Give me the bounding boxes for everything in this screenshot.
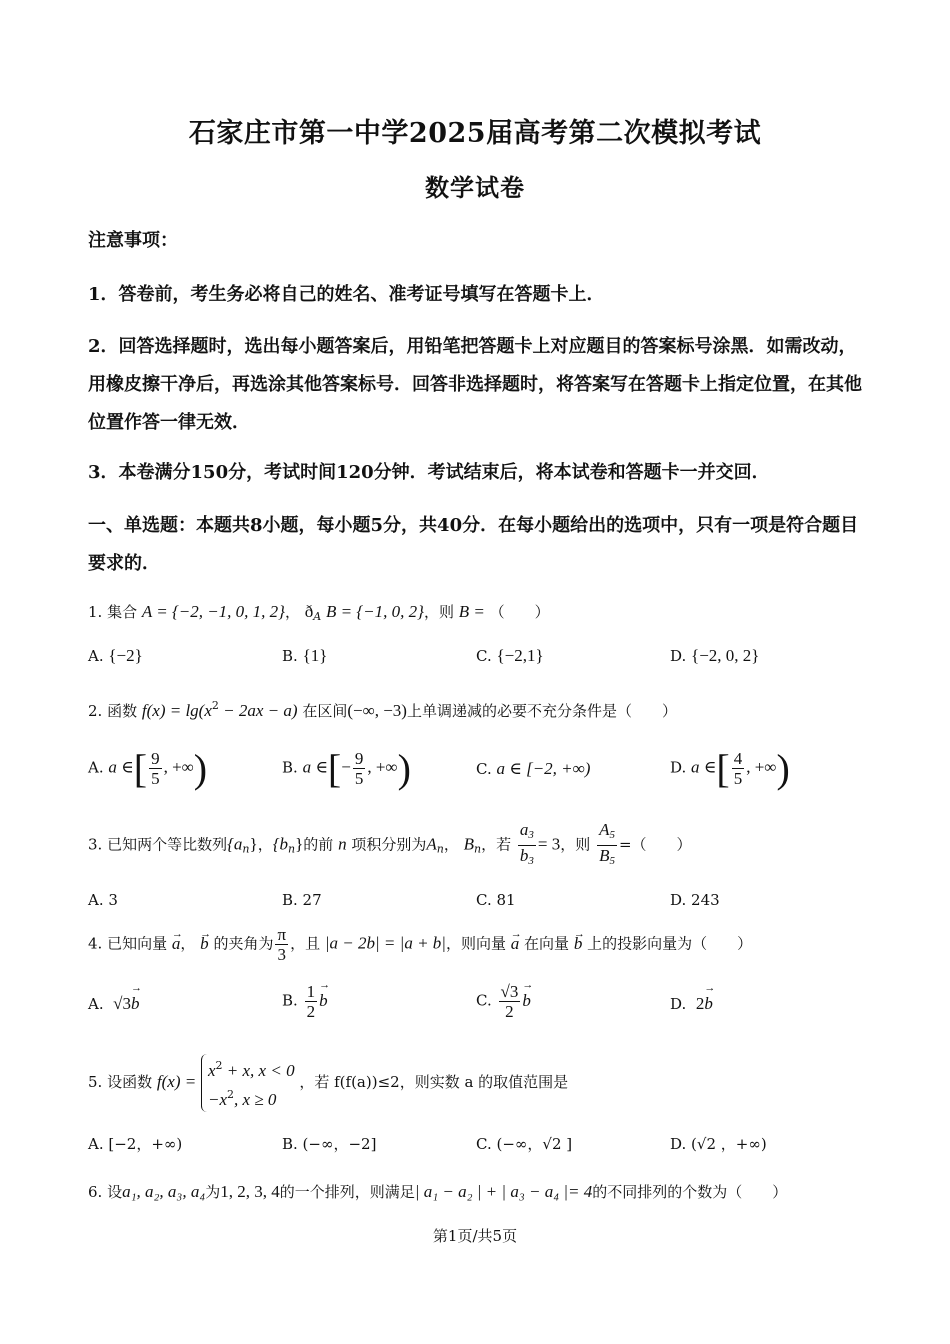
q6-mid: 为 <box>205 1183 221 1201</box>
q1-option-c <box>476 646 544 666</box>
q3-seq-a-sub: n <box>242 842 250 856</box>
q4-option-b <box>282 982 328 1021</box>
q2-option-c <box>476 759 590 779</box>
q3-option-b: B. 27 <box>282 891 322 909</box>
q3-seq-b: {b <box>272 834 289 854</box>
q2-option-d-open: [ <box>716 746 730 791</box>
q3-ratio-5-num <box>597 820 617 846</box>
q4-lead: 已知向量 <box>107 934 168 953</box>
q3-option-a: A. 3 <box>88 891 118 909</box>
q3-ratio-5-num-letter: A <box>599 820 610 839</box>
q4-option-d <box>670 994 713 1014</box>
q2-option-a-label: A. <box>88 758 104 777</box>
q5-case-1-rest: + x, x < 0 <box>222 1061 295 1080</box>
exam-title: 石家庄市第一中学2025届高考第二次模拟考试 <box>188 118 762 149</box>
q1-paren: （ ） <box>489 603 550 621</box>
q4-mid2: ，且 <box>290 934 321 953</box>
q3-if: ，若 <box>481 835 512 854</box>
q2-number: 2. <box>88 702 103 720</box>
q5-case-2-sup: 2 <box>227 1088 235 1101</box>
q3-seq-a: {a <box>227 834 243 854</box>
question-5 <box>88 1054 568 1112</box>
q2-option-b-close: ) <box>397 746 411 791</box>
q3-n: n <box>338 834 347 854</box>
q5-condition: ，若 f(f(a))≤2，则实数 a 的取值范围是 <box>299 1073 569 1091</box>
section1-heading: 一、单选题：本题共8小题，每小题5分，共40分．在每小题给出的选项中，只有一项是符合题目要求的． <box>88 515 859 574</box>
q3-mid2: 项积分别为 <box>351 835 427 854</box>
q4-tail: ，则向量 <box>445 934 506 953</box>
q3-Bn: B <box>463 834 475 854</box>
q1-ask: B = <box>458 602 485 621</box>
q4-option-c-vector: → b <box>522 991 531 1010</box>
q6-tail: 的不同排列的个数为（ ） <box>592 1183 788 1201</box>
notes-heading: 注意事项： <box>88 230 178 251</box>
q3-seq-a-close: } <box>249 834 258 854</box>
q2-option-c-value: a ∈ [−2, +∞) <box>496 759 591 778</box>
q3-ratio-3-num-letter: a <box>519 820 529 839</box>
q5-func: f(x) = <box>156 1072 197 1091</box>
q5-case-1-var: x <box>207 1061 216 1080</box>
q5-option-d: D. (√2 ，+∞) <box>670 1135 767 1153</box>
exam-subtitle: 数学试卷 <box>425 173 525 202</box>
q3-option-c: C. 81 <box>476 891 516 909</box>
question-2 <box>88 694 677 723</box>
q4-option-d-label: D. <box>670 995 687 1013</box>
q4-option-c-den: 2 <box>505 1002 514 1021</box>
q4-tail-vector-b: → b <box>574 934 583 953</box>
q5-piecewise <box>201 1054 295 1112</box>
q3-option-d: D. 243 <box>670 891 720 909</box>
q4-option-c-fraction <box>499 982 521 1021</box>
q1-option-d-label: D. <box>670 647 687 665</box>
q2-option-d <box>670 745 790 792</box>
q2-func: f(x) = lg(x <box>141 701 212 720</box>
q4-option-a-label: A. <box>88 995 104 1013</box>
q5-case-1-sup: 2 <box>215 1059 223 1072</box>
q5-option-c: C. (−∞，√2 ] <box>476 1135 573 1153</box>
q4-tail3: 上的投影向量为（ ） <box>587 934 753 953</box>
note-3: 3．本卷满分150分，考试时间120分钟．考试结束后，将本试卷和答题卡一并交回． <box>88 462 770 483</box>
q4-option-b-vector: → b <box>319 991 328 1010</box>
q2-option-b-label: B. <box>282 758 298 777</box>
note-2: 2．回答选择题时，选出每小题答案后，用铅笔把答题卡上对应题目的答案标号涂黑．如需改动，用橡皮擦干净后，再选涂其他答案标号．回答非选择题时，将答案写在答题卡上指定位置，在其他位置作答一律无效． <box>88 336 862 433</box>
q4-option-b-fraction <box>305 982 318 1021</box>
q2-option-a-num: 9 <box>151 749 160 768</box>
q3-ratio-3-num <box>518 820 536 846</box>
q3-ratio-5-den-sub: 5 <box>609 855 615 867</box>
question-1 <box>88 600 550 629</box>
q4-option-a-coef: √3 <box>113 994 131 1013</box>
q4-option-c <box>476 982 531 1021</box>
q3-ratio-3 <box>518 820 536 871</box>
q3-eq: = 3 <box>537 834 561 854</box>
q1-option-d-value: {−2, 0, 2} <box>691 646 760 665</box>
q1-comma: ， <box>284 603 300 621</box>
q5-option-a: A. [−2，+∞) <box>88 1135 183 1153</box>
note-1: 1．答卷前，考生务必将自己的姓名、准考证号填写在答题卡上． <box>88 284 605 305</box>
q4-tail-vector-a: → a <box>511 934 520 953</box>
q3-number: 3. <box>88 835 103 854</box>
q4-option-b-num: 1 <box>306 982 316 1001</box>
q4-number: 4. <box>88 934 103 953</box>
q3-ratio-3-den-sub: 3 <box>528 855 534 867</box>
q3-seq-b-close: } <box>295 834 304 854</box>
q4-option-a-vector: → b <box>131 994 140 1013</box>
q2-option-b-sign: − <box>341 757 351 777</box>
q5-case-1 <box>208 1054 295 1083</box>
q2-interval: (−∞, −3) <box>347 701 407 720</box>
q2-option-a-close: ) <box>193 746 208 791</box>
q2-tail: 上单调递减的必要不充分条件是（ ） <box>406 702 677 720</box>
q2-mid: 在区间 <box>302 702 348 720</box>
q4-vector-b: → b <box>200 934 209 953</box>
q4-option-c-num: √3 <box>500 982 519 1001</box>
q2-option-a <box>88 745 207 792</box>
q2-func-rest: − 2ax − a) <box>218 701 298 720</box>
q2-lead: 函数 <box>107 702 138 720</box>
q4-option-d-vector: → b <box>704 994 713 1013</box>
q4-angle-den: 3 <box>277 945 287 964</box>
q2-option-b-fraction <box>353 749 366 788</box>
q6-condition: | a₁ − a₂ | + | a₃ − a₄ |= 4 <box>414 1182 593 1201</box>
q2-option-b-den: 5 <box>354 769 364 788</box>
q2-option-d-post: , +∞ <box>746 757 777 777</box>
q2-option-a-fraction <box>149 749 162 788</box>
q3-lead: 已知两个等比数列 <box>107 835 228 854</box>
q2-option-a-pre: a ∈ <box>108 757 134 777</box>
question-6 <box>88 1180 787 1204</box>
q1-option-a-label: A. <box>88 647 104 665</box>
q5-lead: 设函数 <box>107 1073 153 1091</box>
q3-ratio-3-den-letter: b <box>519 846 529 865</box>
q4-option-c-label: C. <box>476 991 492 1010</box>
q4-option-b-label: B. <box>282 991 298 1010</box>
q1-option-d <box>670 646 759 666</box>
q3-mid: 的前 <box>303 835 334 854</box>
q5-case-2-var: −x <box>207 1090 228 1109</box>
question-3: 3. 已知两个等比数列$\{a_n\}$，$\{b_n\}$的前 n 项积分别为$A_n$， $B_n$，若 $\frac{a_3}{b_3}$ = 3，则 $\frac{A_5}{B_5}$ =（ ） <box>88 820 692 871</box>
q2-option-d-num: 4 <box>733 749 743 768</box>
q2-option-b <box>282 745 411 792</box>
q3-ask: =（ ） <box>618 835 692 854</box>
q3-An-sub: n <box>436 842 444 856</box>
q1-option-a-value: {−2} <box>108 646 143 665</box>
q2-option-d-fraction <box>732 749 745 788</box>
q4-option-b-den: 2 <box>306 1002 316 1021</box>
q3-then: ，则 <box>560 835 591 854</box>
q3-seq-b-sub: n <box>288 842 296 856</box>
q3-ratio-3-num-sub: 3 <box>528 829 534 841</box>
q1-option-b <box>282 646 327 666</box>
q3-ratio-3-den <box>518 846 536 871</box>
q2-option-b-post: , +∞ <box>367 757 398 777</box>
q1-complement-symbol: ð <box>304 602 314 621</box>
q4-tail2: 在向量 <box>524 934 570 953</box>
q4-angle <box>275 925 288 964</box>
q2-option-a-post: , +∞ <box>163 757 194 777</box>
q1-option-b-value: {1} <box>302 646 328 665</box>
q2-option-d-pre: a ∈ <box>691 757 717 777</box>
q2-option-a-den: 5 <box>151 769 160 788</box>
q1-option-b-label: B. <box>282 647 298 665</box>
q1-option-a <box>88 646 143 666</box>
q2-option-d-close: ) <box>776 746 790 791</box>
q2-option-d-den: 5 <box>733 769 743 788</box>
q1-lead: 集合 <box>107 603 138 621</box>
q1-tail: ，则 <box>423 603 454 621</box>
q3-ratio-5 <box>597 820 617 871</box>
q4-condition: |a − 2b| = |a + b| <box>324 933 446 953</box>
q6-mid2: 的一个排列，则满足 <box>279 1183 415 1201</box>
q2-option-b-open: [ <box>327 746 342 791</box>
page-number: 第1页/共5页 <box>432 1227 518 1245</box>
q4-mid: 的夹角为 <box>213 934 274 953</box>
q1-option-c-label: C. <box>476 647 492 665</box>
q3-Bn-sub: n <box>474 842 482 856</box>
q3-ratio-5-num-sub: 5 <box>609 829 615 841</box>
q5-case-2 <box>208 1083 295 1112</box>
q4-option-a <box>88 994 140 1014</box>
q2-option-b-pre: a ∈ <box>302 757 328 777</box>
q1-complement-set: B = {−1, 0, 2} <box>326 602 424 621</box>
q4-vector-a: → a <box>172 934 181 953</box>
q3-ratio-5-den <box>597 846 617 871</box>
q2-func-sup: 2 <box>211 699 219 712</box>
q2-option-a-open: [ <box>133 746 148 791</box>
q2-option-b-num: 9 <box>354 749 364 768</box>
q4-option-d-coef: 2 <box>695 994 705 1013</box>
q5-case-2-rest: , x ≥ 0 <box>234 1090 277 1109</box>
q1-number: 1. <box>88 603 103 621</box>
q1-option-c-value: {−2,1} <box>496 646 544 665</box>
q5-number: 5. <box>88 1073 103 1091</box>
q6-vars: a₁, a₂, a₃, a₄ <box>122 1182 206 1201</box>
q2-option-d-label: D. <box>670 758 687 777</box>
q1-complement-sub: A <box>313 610 322 623</box>
q6-lead: 设 <box>107 1183 123 1201</box>
q2-option-c-label: C. <box>476 760 492 778</box>
q3-An: A <box>426 834 437 854</box>
q6-set: 1, 2, 3, 4 <box>220 1182 280 1201</box>
q5-option-b: B. (−∞，−2] <box>282 1135 377 1153</box>
question-4: 4. 已知向量 → a， → b 的夹角为 $\frac{\pi}{3}$ ，且 |a − 2b| = |a + b|，则向量 → a 在向量 → b 上的投影向量为（ ） <box>88 925 752 964</box>
q4-angle-num: π <box>277 925 287 944</box>
q6-number: 6. <box>88 1183 103 1201</box>
q3-ratio-5-den-letter: B <box>599 846 610 865</box>
q1-set-a: A = {−2, −1, 0, 1, 2} <box>141 602 285 621</box>
